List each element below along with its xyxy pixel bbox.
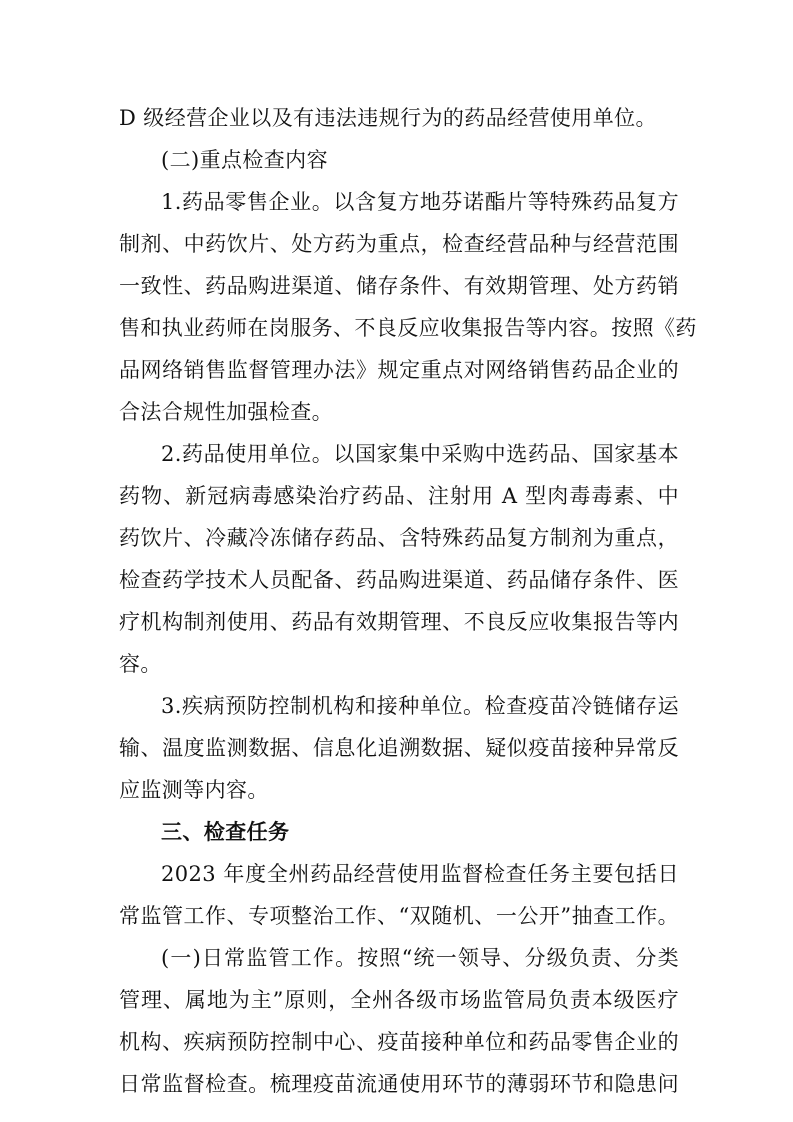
paragraph-retail-line-3: 一致性、药品购进渠道、储存条件、有效期管理、处方药销 — [119, 274, 679, 298]
paragraph-retail-line-4: 售和执业药师在岗服务、不良反应收集报告等内容。按照《药 — [119, 316, 697, 340]
paragraph-retail-line-6: 合法合规性加强检查。 — [119, 400, 333, 424]
paragraph-use-units-line-3: 药饮片、冷藏冷冻储存药品、含特殊药品复方制剂为重点， — [119, 526, 679, 550]
paragraph-routine-line-4: 日常监督检查。梳理疫苗流通使用环节的薄弱环节和隐患问 — [119, 1072, 679, 1096]
paragraph-cdc-line-2: 输、温度监测数据、信息化追溯数据、疑似疫苗接种异常反 — [119, 736, 679, 760]
paragraph-use-units-line-4: 检查药学技术人员配备、药品购进渠道、药品储存条件、医 — [119, 568, 679, 592]
paragraph-use-units-line-5: 疗机构制剂使用、药品有效期管理、不良反应收集报告等内 — [119, 610, 679, 634]
paragraph-use-units-line-1: 2.药品使用单位。以国家集中采购中选药品、国家基本 — [161, 442, 679, 466]
paragraph-retail-line-1: 1.药品零售企业。以含复方地芬诺酯片等特殊药品复方 — [161, 190, 679, 214]
paragraph-retail-line-2: 制剂、中药饮片、处方药为重点，检查经营品种与经营范围 — [119, 232, 679, 256]
paragraph-routine-line-1: (一)日常监管工作。按照“统一领导、分级负责、分类 — [161, 946, 679, 970]
paragraph-tasks-line-1: 2023 年度全州药品经营使用监督检查任务主要包括日 — [161, 862, 679, 886]
text-line-continuation: D 级经营企业以及有违法违规行为的药品经营使用单位。 — [119, 106, 657, 130]
paragraph-routine-line-3: 机构、疾病预防控制中心、疫苗接种单位和药品零售企业的 — [119, 1030, 679, 1054]
subheading-key-inspection-content: (二)重点检查内容 — [161, 148, 328, 172]
paragraph-tasks-line-2: 常监管工作、专项整治工作、“双随机、一公开”抽查工作。 — [119, 904, 679, 928]
paragraph-use-units-line-2: 药物、新冠病毒感染治疗药品、注射用 A 型肉毒毒素、中 — [119, 484, 679, 508]
section-heading-inspection-tasks: 三、检查任务 — [161, 820, 290, 844]
paragraph-cdc-line-3: 应监测等内容。 — [119, 778, 269, 802]
paragraph-cdc-line-1: 3.疾病预防控制机构和接种单位。检查疫苗冷链储存运 — [161, 694, 679, 718]
paragraph-retail-line-5: 品网络销售监督管理办法》规定重点对网络销售药品企业的 — [119, 358, 679, 382]
paragraph-routine-line-2: 管理、属地为主”原则，全州各级市场监管局负责本级医疗 — [119, 988, 679, 1012]
paragraph-use-units-line-6: 容。 — [119, 652, 162, 676]
